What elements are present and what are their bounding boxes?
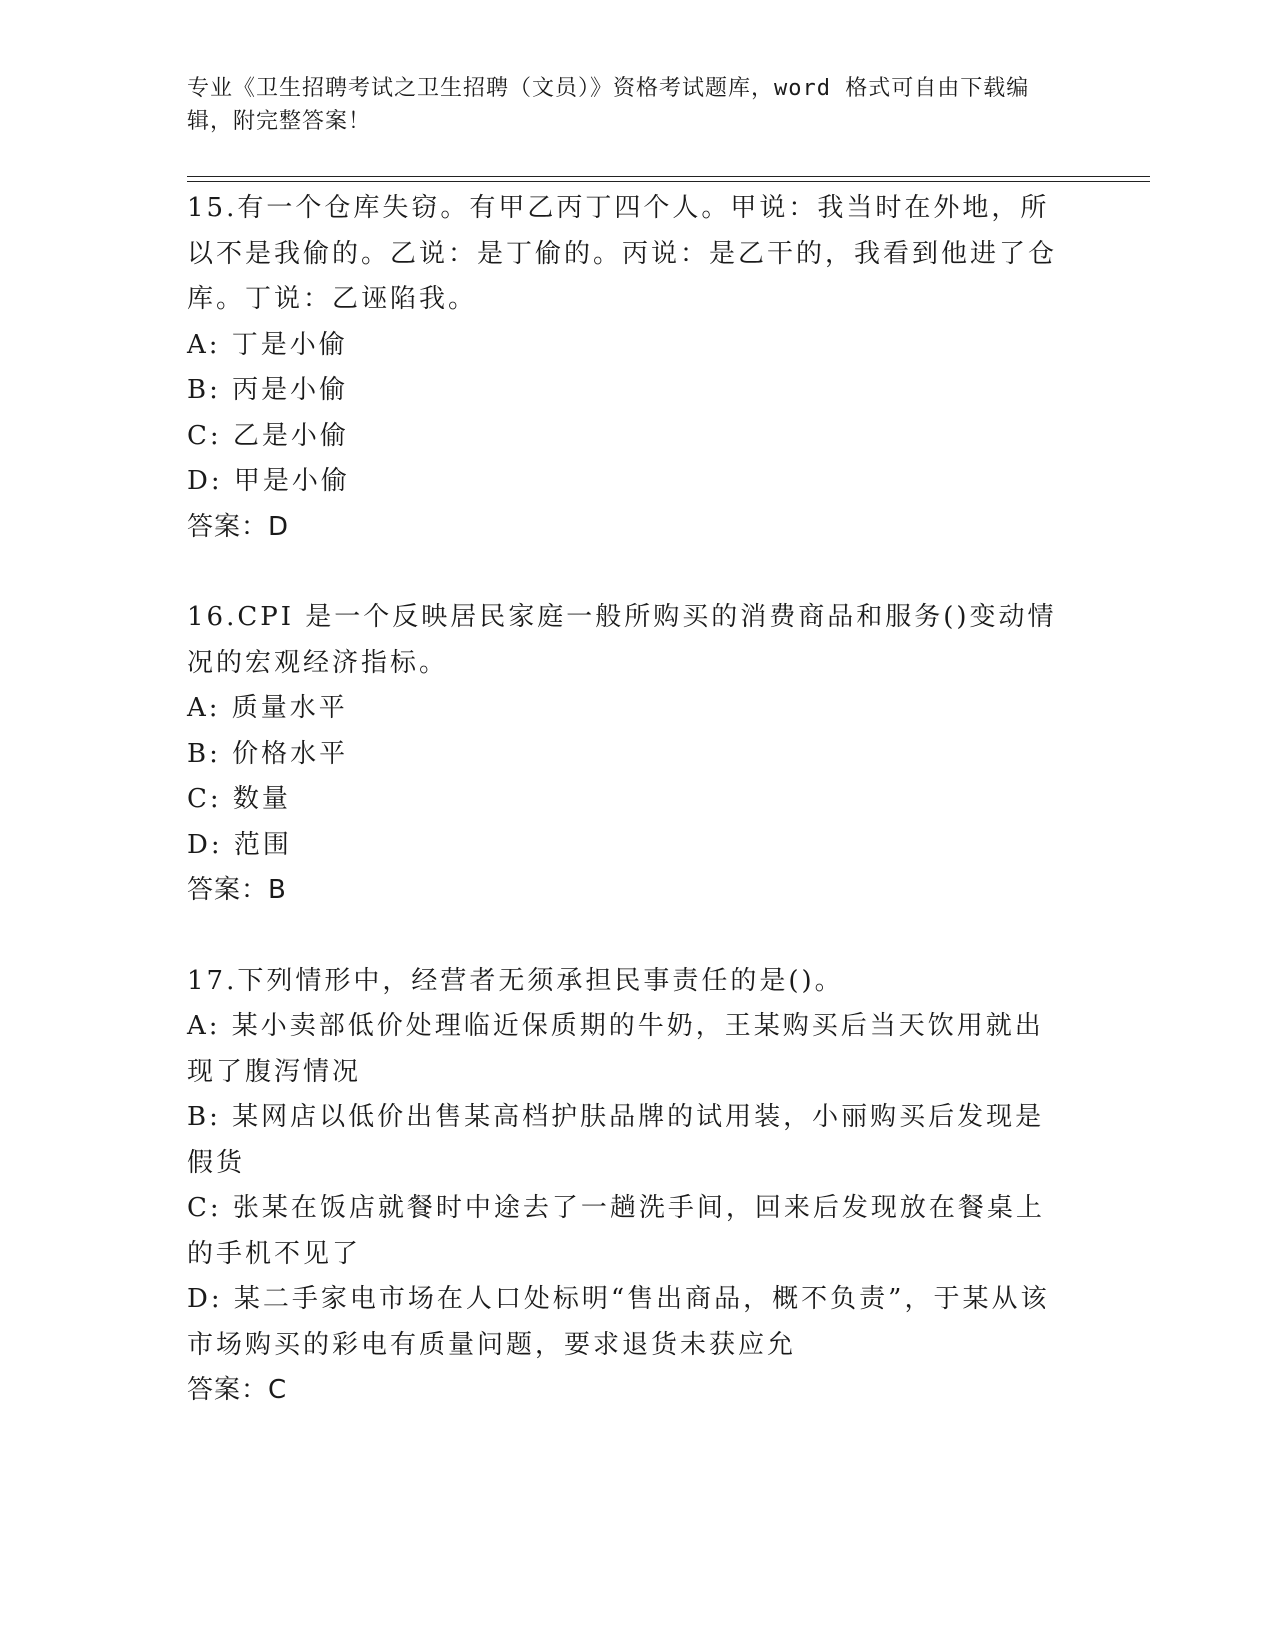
question-17: [187, 959, 1067, 1414]
document-header: 专业《卫生招聘考试之卫生招聘（文员）》资格考试题库，word 格式可自由下载编辑，附完整答案！: [187, 76, 1030, 134]
option-d: D: 某二手家电市场在人口处标明“售出商品，概不负责”，于某从该市场购买的彩电有质量问题，要求退货未获应允: [187, 1284, 1050, 1360]
question-stem: 17.下列情形中，经营者无须承担民事责任的是()。: [187, 965, 844, 996]
option-c: C: 乙是小偷: [187, 420, 349, 451]
option-b: B: 价格水平: [187, 738, 349, 769]
question-15: [187, 186, 1067, 550]
option-c: C: 数量: [187, 784, 291, 814]
option-a: A: 某小卖部低价处理临近保质期的牛奶，王某购买后当天饮用就出现了腹泻情况: [187, 1011, 1044, 1087]
question-stem: 15.有一个仓库失窃。有甲乙丙丁四个人。甲说：我当时在外地，所以不是我偷的。乙说：是丁偷的。丙说：是乙干的，我看到他进了仓库。丁说：乙诬陷我。: [187, 193, 1058, 314]
option-b: B: 某网店以低价出售某高档护肤品牌的试用装，小丽购买后发现是假货: [187, 1102, 1045, 1178]
option-d: D: 范围: [187, 829, 292, 860]
question-stem: 16.CPI 是一个反映居民家庭一般所购买的消费商品和服务()变动情况的宏观经济指标。: [187, 602, 1057, 678]
option-b: B: 丙是小偷: [187, 375, 349, 405]
option-a: A: 丁是小偷: [187, 329, 348, 360]
option-d: D: 甲是小偷: [187, 466, 350, 496]
answer-line: 答案：B: [187, 875, 287, 905]
header-rule-bottom: [187, 181, 1150, 182]
question-16: [187, 595, 1067, 914]
option-c: C: 张某在饭店就餐时中途去了一趟洗手间，回来后发现放在餐桌上的手机不见了: [187, 1193, 1045, 1269]
question-list: [187, 186, 1067, 1414]
answer-line: 答案：D: [187, 511, 290, 542]
answer-line: 答案：C: [187, 1375, 288, 1405]
header-rule-top: [187, 176, 1150, 177]
option-a: A: 质量水平: [187, 693, 348, 723]
